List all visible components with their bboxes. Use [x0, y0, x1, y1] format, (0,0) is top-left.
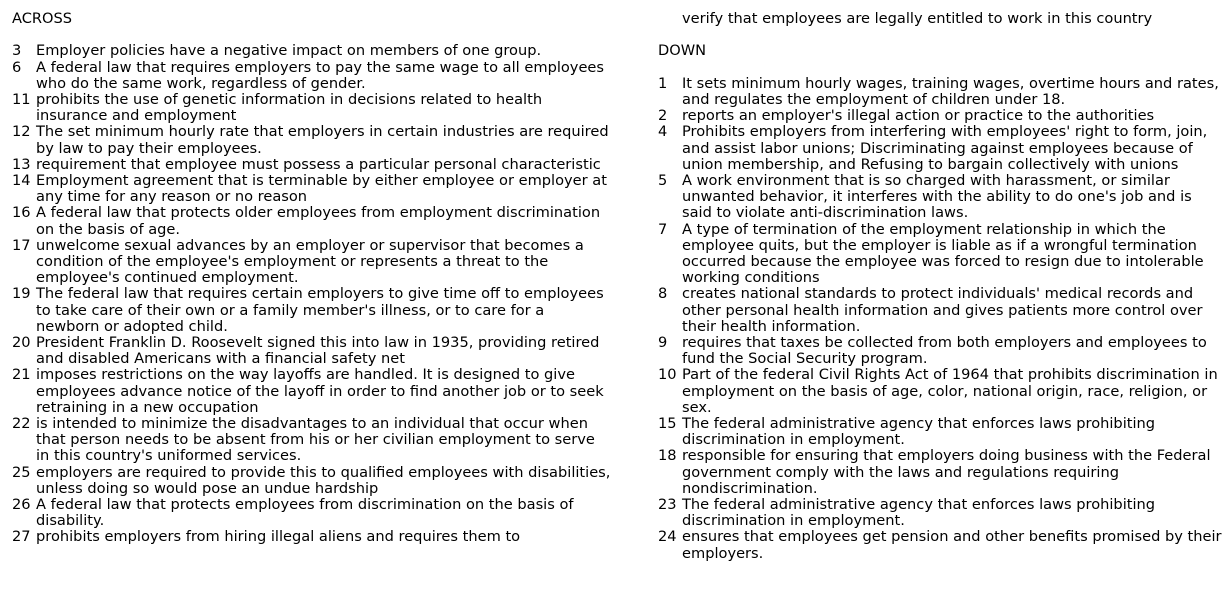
- spacer: [12, 27, 612, 43]
- clue-text: Prohibits employers from interfering with employees' right to form, join, and assist labor unions; Discriminating against employees because of union membership, and Refusing to bargain collectively with unions: [682, 123, 1208, 173]
- across-clue-6: [12, 60, 612, 92]
- across-clue-25: [12, 465, 612, 497]
- clue-number: 26: [12, 496, 31, 514]
- clue-number: 21: [12, 366, 31, 384]
- down-heading: DOWN: [658, 42, 707, 60]
- clue-text: A work environment that is so charged with harassment, or similar unwanted behavior, it interferes with the ability to do one's job and is said to violate anti-discrimination laws.: [682, 171, 1192, 222]
- clue-text: It sets minimum hourly wages, training wages, overtime hours and rates, and regulates the employment of children under 18.: [682, 74, 1219, 108]
- across-clue-17: [12, 238, 612, 287]
- across-clue-3: [12, 43, 612, 59]
- clue-number: 13: [12, 155, 31, 173]
- spacer: [658, 60, 1223, 76]
- clue-text: The federal administrative agency that enforces laws prohibiting discrimination in employment.: [682, 496, 1156, 530]
- clue-number: 1: [658, 74, 668, 92]
- clue-text: The set minimum hourly rate that employers in certain industries are required by law to pay their employees.: [36, 123, 609, 157]
- clue-number: 27: [12, 528, 31, 546]
- clue-text: President Franklin D. Roosevelt signed this into law in 1935, providing retired and disabled Americans with a financial safety net: [36, 334, 600, 368]
- down-clue-4: [658, 124, 1223, 173]
- clue-number: 10: [658, 366, 677, 384]
- across-clue-22: [12, 416, 612, 465]
- clue-number: 6: [12, 58, 22, 76]
- clue-text: requires that taxes be collected from both employers and employees to fund the Social Security program.: [682, 334, 1207, 368]
- clue-number: 3: [12, 42, 22, 60]
- clue-text: unwelcome sexual advances by an employer or supervisor that becomes a condition of the employee's employment or represents a threat to the employee's continued employment.: [36, 236, 584, 287]
- clue-number: 23: [658, 496, 677, 514]
- across-clue-27: [12, 529, 612, 545]
- clue-text: prohibits the use of genetic information in decisions related to health insurance and employment: [36, 90, 543, 125]
- clue-text: employers are required to provide this to qualified employees with disabilities, unless doing so would pose an undue hardship: [36, 463, 611, 497]
- across-clue-11: [12, 92, 612, 124]
- clue-number: 22: [12, 415, 31, 433]
- across-clue-21: [12, 367, 612, 416]
- down-clue-1: [658, 76, 1223, 108]
- down-clue-8: [658, 286, 1223, 335]
- across-column: [12, 11, 612, 546]
- across-clue-16: [12, 205, 612, 237]
- clue-text: Employer policies have a negative impact on members of one group.: [36, 42, 542, 60]
- clue-text: The federal administrative agency that enforces laws prohibiting discrimination in employment.: [682, 415, 1156, 449]
- clue-text: responsible for ensuring that employers doing business with the Federal government comply with the laws and regulations requiring nondiscrimination.: [682, 447, 1211, 497]
- down-clue-23: [658, 497, 1223, 529]
- clue-number: 18: [658, 447, 677, 465]
- down-clue-2: [658, 108, 1223, 124]
- clue-number: 25: [12, 463, 31, 481]
- clue-number: 4: [658, 123, 668, 141]
- clue-number: 12: [12, 123, 31, 141]
- clue-text: reports an employer's illegal action or practice to the authorities: [682, 107, 1155, 125]
- across-clue-19: [12, 286, 612, 335]
- clue-text: creates national standards to protect individuals' medical records and other personal health information and gives patients more control over their health information.: [682, 285, 1203, 335]
- across-clue-12: [12, 124, 612, 156]
- clue-text: A federal law that protects employees from discrimination on the basis of disability.: [36, 496, 574, 530]
- clue-text: A federal law that protects older employees from employment discrimination on the basis of age.: [36, 204, 601, 238]
- down-clue-15: [658, 416, 1223, 448]
- down-clue-18: [658, 448, 1223, 497]
- across-clue-20: [12, 335, 612, 367]
- clue-number: 15: [658, 415, 677, 433]
- clue-text: requirement that employee must possess a particular personal characteristic: [36, 155, 601, 173]
- clue-text: is intended to minimize the disadvantages to an individual that occur when that person needs to be absent from his or her civilian employment to serve in this country's uniformed services.: [36, 415, 595, 465]
- spacer: [658, 27, 1223, 43]
- across-clue-27-continued: verify that employees are legally entitled to work in this country: [682, 10, 1153, 27]
- across-clue-13: [12, 157, 612, 173]
- clue-text: A type of termination of the employment relationship in which the employee quits, but the employer is liable as if a wrongful termination occurred because the employee was forced to resign due to intolerable working conditions: [682, 220, 1204, 287]
- clue-number: 16: [12, 204, 31, 222]
- down-clue-5: [658, 173, 1223, 222]
- across-clue-26: [12, 497, 612, 529]
- clue-number: 11: [12, 90, 31, 108]
- clue-text: A federal law that requires employers to pay the same wage to all employees who do the same work, regardless of gender.: [36, 58, 605, 92]
- clue-number: 19: [12, 285, 31, 303]
- down-clue-7: [658, 222, 1223, 287]
- clue-number: 20: [12, 334, 31, 352]
- clue-number: 9: [658, 334, 668, 352]
- clue-number: 17: [12, 236, 31, 254]
- clue-text: Employment agreement that is terminable by either employee or employer at any time for any reason or no reason: [36, 172, 607, 206]
- clue-number: 2: [658, 107, 668, 125]
- clue-number: 24: [658, 528, 677, 546]
- across-heading: ACROSS: [12, 10, 73, 27]
- clue-number: 7: [658, 220, 668, 238]
- clue-number: 5: [658, 171, 668, 189]
- down-clue-10: [658, 367, 1223, 416]
- clue-number: 8: [658, 285, 668, 303]
- down-clue-9: [658, 335, 1223, 367]
- clue-text: prohibits employers from hiring illegal aliens and requires them to: [36, 528, 521, 546]
- clue-text: ensures that employees get pension and other benefits promised by their employers.: [682, 528, 1222, 562]
- down-column: [658, 11, 1223, 562]
- down-clue-24: [658, 529, 1223, 561]
- clue-number: 14: [12, 172, 31, 189]
- clue-text: The federal law that requires certain employers to give time off to employees to take care of their own or a family member's illness, or to care for a newborn or adopted child.: [36, 285, 604, 335]
- clue-text: imposes restrictions on the way layoffs are handled. It is designed to give employees advance notice of the layoff in order to find another job or to seek retraining in a new occupation: [36, 366, 604, 416]
- across-clue-14: [12, 173, 612, 205]
- clue-text: Part of the federal Civil Rights Act of 1964 that prohibits discrimination in employment on the basis of age, color, national origin, race, religion, or sex.: [682, 366, 1218, 416]
